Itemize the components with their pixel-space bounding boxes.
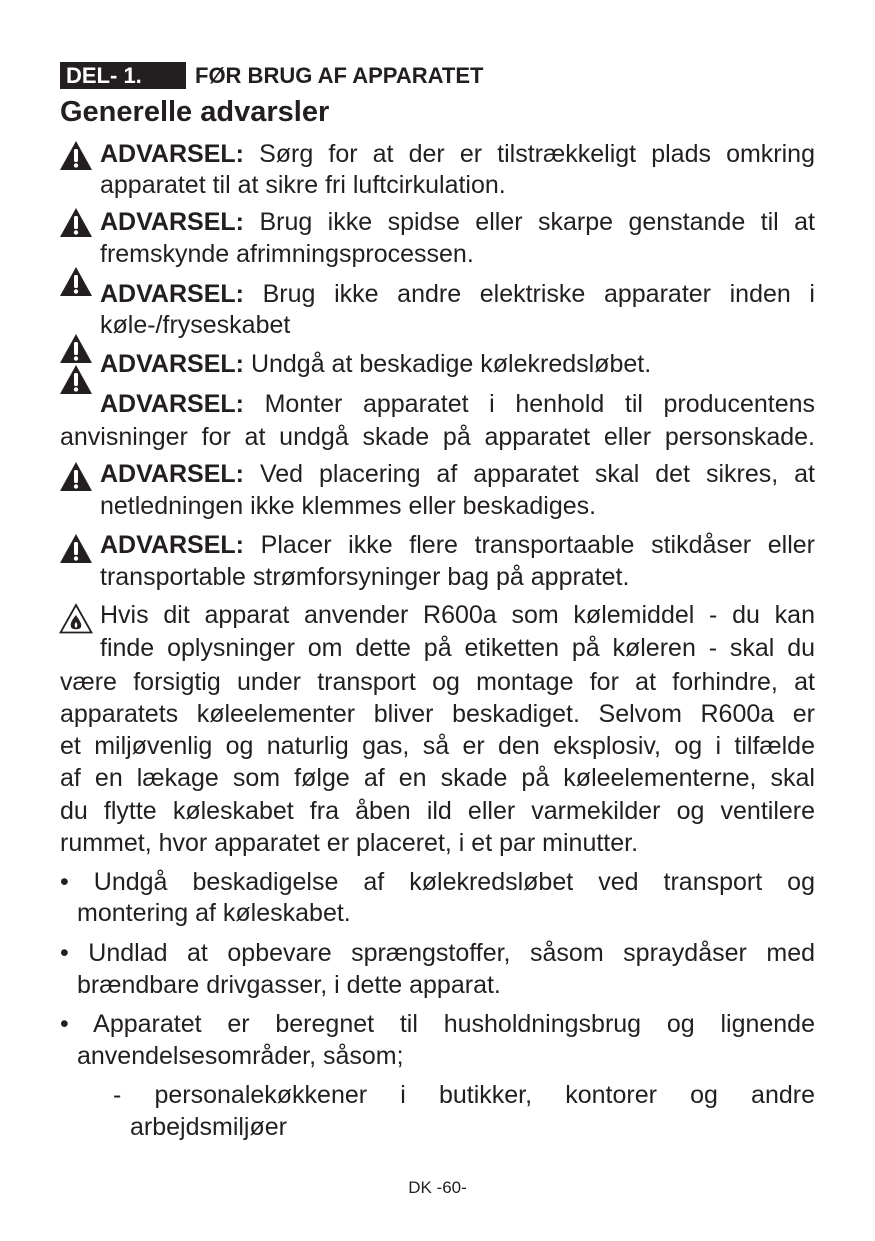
warning-7: ADVARSEL: Placer ikke flere transportaable stikdåser eller (100, 531, 815, 559)
section-number: DEL- 1. (60, 62, 186, 89)
section-title: FØR BRUG AF APPARATET (195, 63, 484, 88)
warning-1: ADVARSEL: Sørg for at der er tilstrækkeligt plads omkring (100, 140, 815, 168)
page-number: DK -60- (408, 1178, 467, 1197)
bullet-item: • Apparatet er beregnet til husholdningsbrug og lignende (60, 1010, 815, 1038)
warning-3: ADVARSEL: Brug ikke andre elektriske apparater inden i (100, 280, 815, 308)
warning-icon (59, 364, 93, 395)
warning-4: ADVARSEL: Undgå at beskadige kølekredsløbet. (100, 350, 652, 378)
sub-item: - personalekøkkener i butikker, kontorer og andre (113, 1081, 815, 1109)
warning-icon (59, 266, 93, 297)
warning-icon (59, 207, 93, 238)
warning-5-cont: anvisninger for at undgå skade på apparatet eller personskade. (60, 423, 815, 451)
r600a-text: rummet, hvor apparatet er placeret, i et par minutter. (60, 829, 639, 857)
page-heading: Generelle advarsler (60, 96, 330, 128)
r600a-text: være forsigtig under transport og montage for at forhindre, at (60, 668, 815, 696)
warning-icon (59, 333, 93, 364)
bullet-item: • Undgå beskadigelse af kølekredsløbet ved transport og (60, 868, 815, 896)
warning-icon (59, 533, 93, 564)
warning-6: ADVARSEL: Ved placering af apparatet skal det sikres, at (100, 460, 815, 488)
warning-1-cont: apparatet til at sikre fri luftcirkulation. (100, 171, 506, 199)
bullet-item-cont: anvendelsesområder, såsom; (77, 1042, 404, 1070)
sub-item-cont: arbejdsmiljøer (130, 1113, 287, 1141)
bullet-item-cont: montering af køleskabet. (77, 899, 351, 927)
r600a-text: du flytte køleskabet fra åben ild eller varmekilder og ventilere (60, 797, 815, 825)
flammable-warning-icon (59, 603, 93, 634)
warning-2: ADVARSEL: Brug ikke spidse eller skarpe genstande til at (100, 208, 815, 236)
r600a-text: finde oplysninger om dette på etiketten på køleren - skal du (100, 634, 815, 662)
warning-3-cont: køle-/fryseskabet (100, 311, 291, 339)
bullet-item-cont: brændbare drivgasser, i dette apparat. (77, 971, 501, 999)
warning-icon (59, 461, 93, 492)
r600a-text: apparatets køleelementer bliver beskadiget. Selvom R600a er (60, 700, 815, 728)
warning-7-cont: transportable strømforsyninger bag på appratet. (100, 563, 630, 591)
warning-6-cont: netledningen ikke klemmes eller beskadiges. (100, 492, 597, 520)
bullet-item: • Undlad at opbevare sprængstoffer, såsom spraydåser med (60, 939, 815, 967)
r600a-text: af en lækage som følge af en skade på køleelementerne, skal (60, 764, 815, 792)
r600a-text: Hvis dit apparat anvender R600a som kølemiddel - du kan (100, 601, 815, 629)
warning-2-cont: fremskynde afrimningsprocessen. (100, 240, 474, 268)
warning-icon (59, 140, 93, 171)
warning-5: ADVARSEL: Monter apparatet i henhold til producentens (100, 390, 815, 418)
r600a-text: et miljøvenlig og naturlig gas, så er den eksplosiv, og i tilfælde (60, 732, 815, 760)
